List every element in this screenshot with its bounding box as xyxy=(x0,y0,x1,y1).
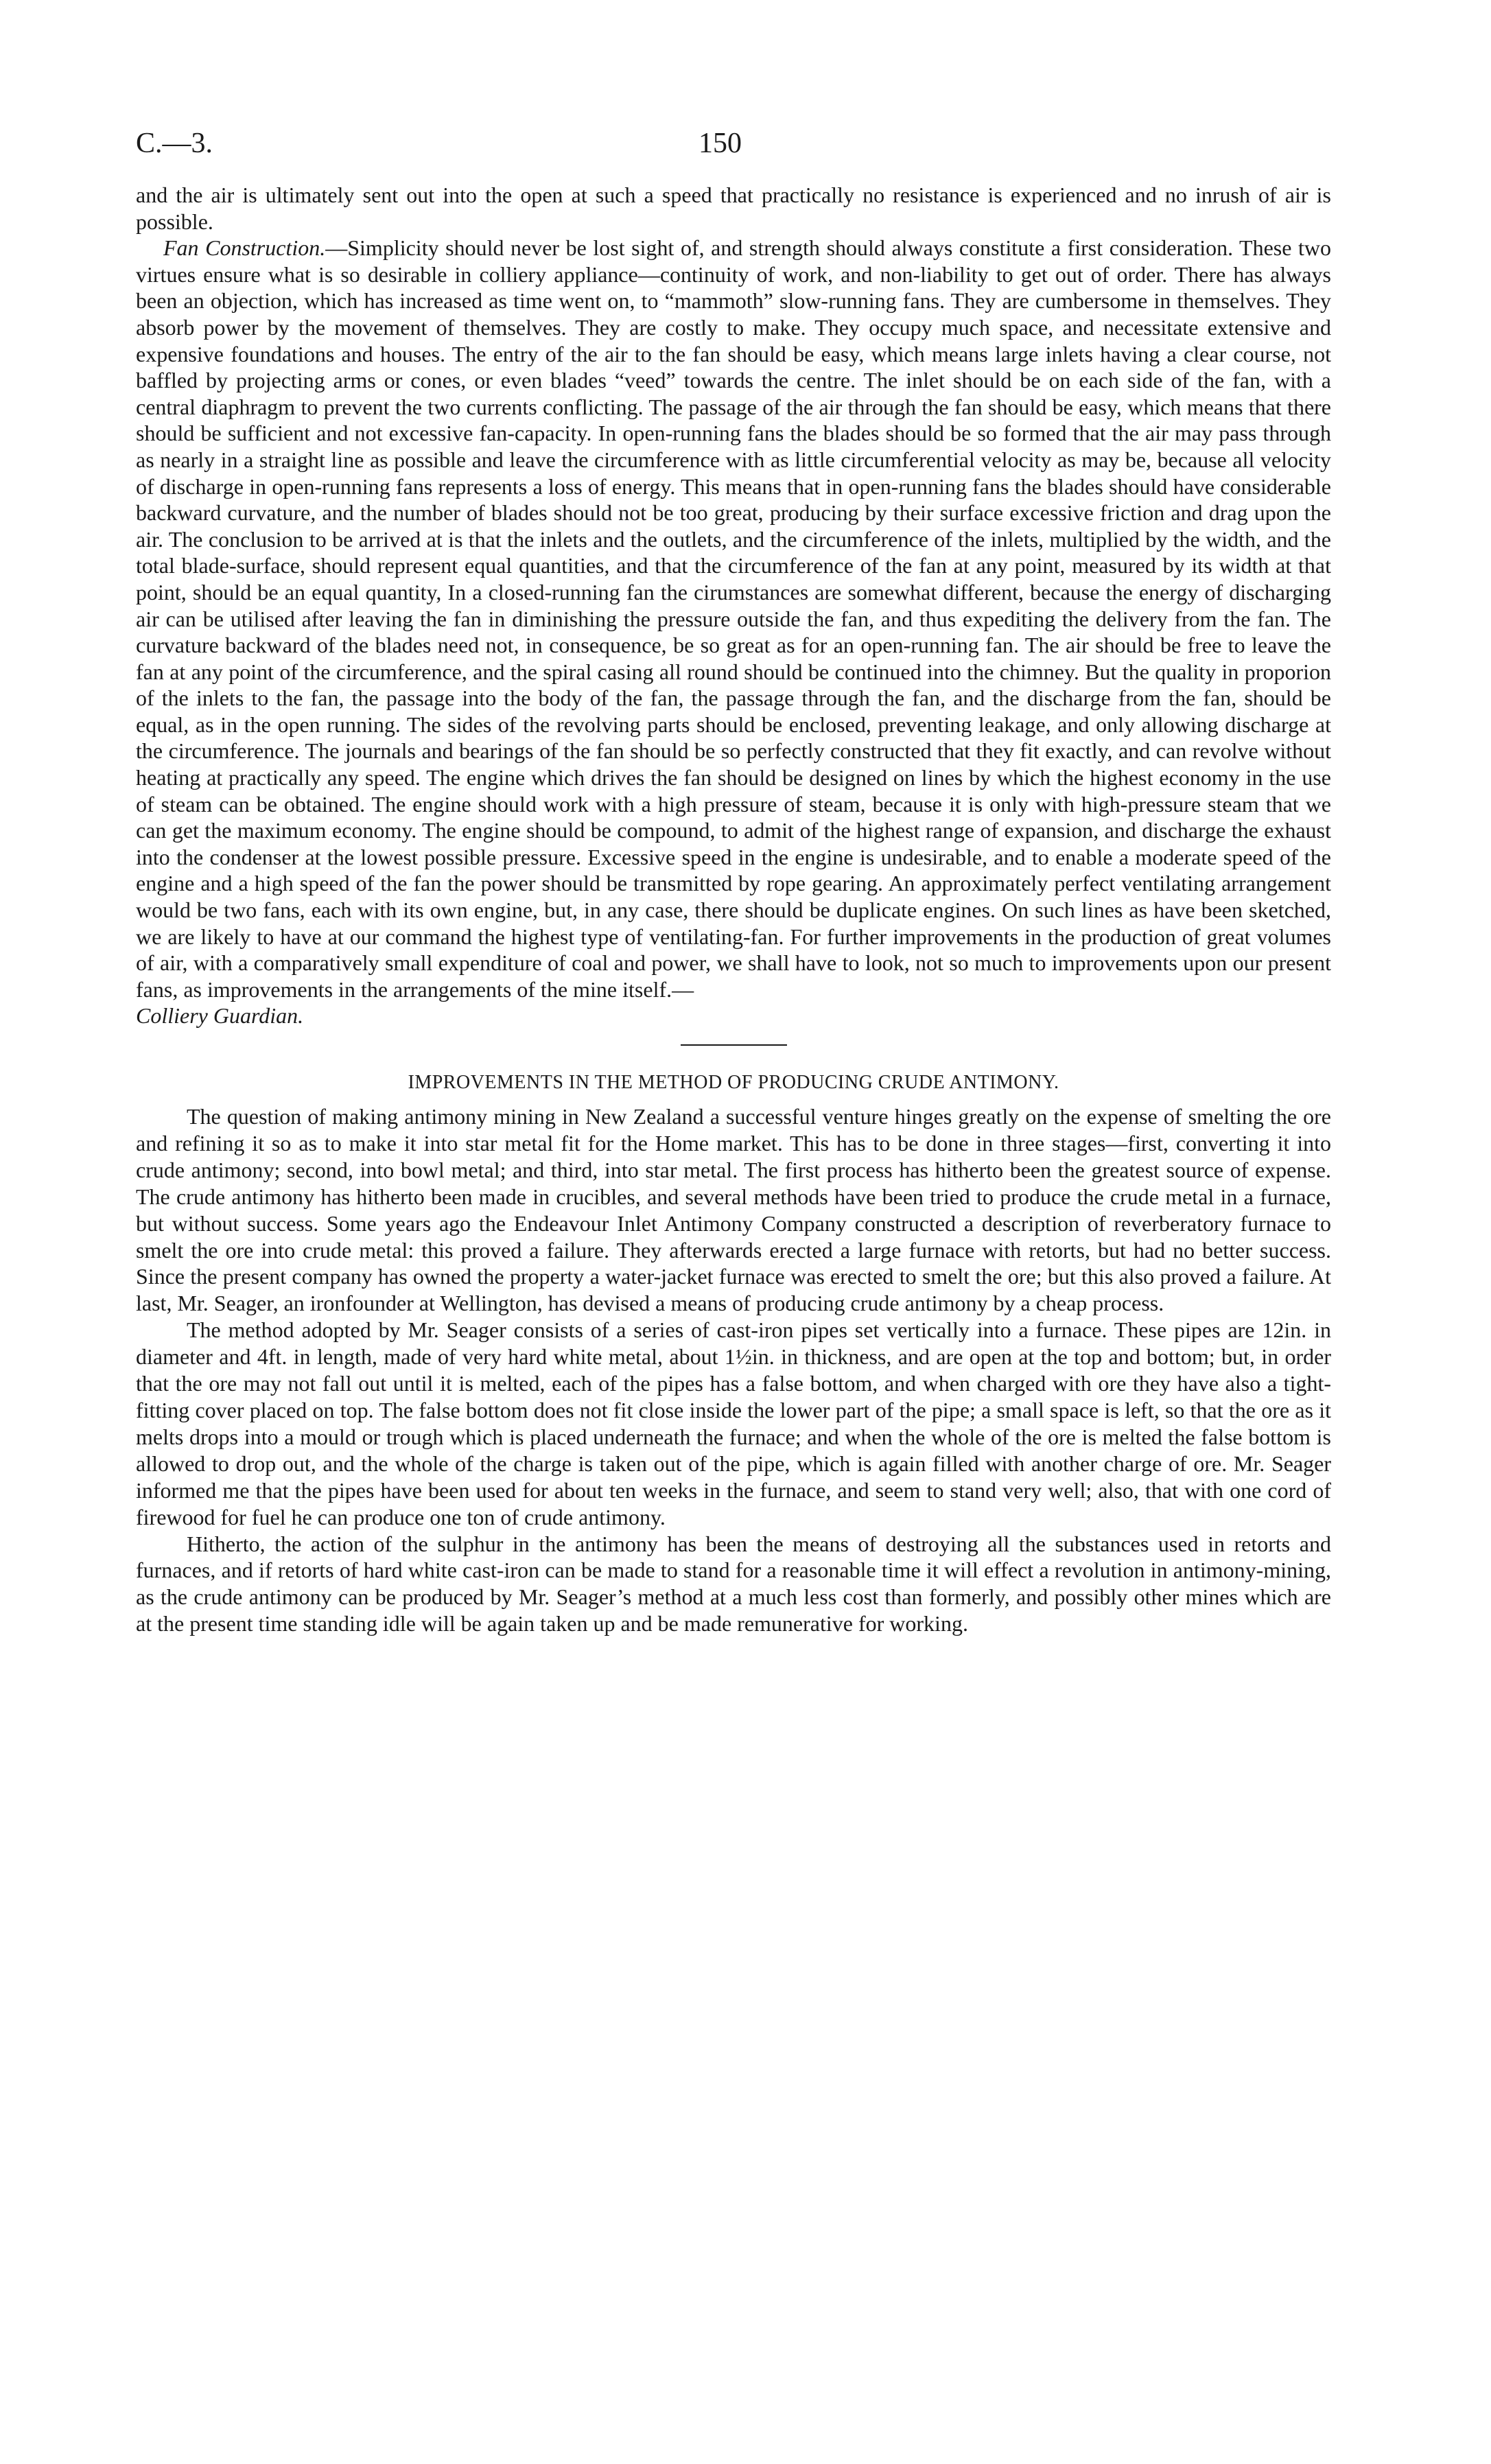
fan-construction-heading: Fan Construction. xyxy=(163,235,326,261)
article-title: IMPROVEMENTS IN THE METHOD OF PRODUCING CRUDE ANTIMONY. xyxy=(408,1072,1059,1093)
fan-article xyxy=(136,182,1331,1029)
antimony-paragraph: The question of making antimony mining in New Zealand a successful venture hinges greatly on the expense of smelting the ore and refining it so as to make it into star metal fit for the Home market. This has to be done in three stages—first, converting it into crude antimony; second, into bowl metal; and third, into star metal. The first process has hitherto been the greatest source of expense. The crude antimony has hitherto been made in crucibles, and several methods have been tried to produce the crude metal in a furnace, but without success. Some years ago the Endeavour Inlet Antimony Company constructed a description of reverberatory furnace to smelt the ore into crude metal: this proved a failure. They afterwards erected a large furnace with retorts, but had no better success. Since the present company has owned the property a water-jacket furnace was erected to smelt the ore; but this also proved a failure. At last, Mr. Seager, an ironfounder at Wellington, has devised a means of producing crude antimony by a cheap process. xyxy=(136,1104,1331,1316)
document-page xyxy=(136,127,1331,1637)
antimony-paragraph: The method adopted by Mr. Seager consists of a series of cast-iron pipes set vertically into a furnace. These pipes are 12in. in diameter and 4ft. in length, made of very hard white metal, about 1½in. in thickness, and are open at the top and bottom; but, in order that the ore may not fall out until it is melted, each of the pipes has a false bottom, and when charged with ore they have also a tight-fitting cover placed on top. The false bottom does not fit close inside the lower part of the pipe; a small space is left, so that the ore as it melts drops into a mould or trough which is placed underneath the furnace; and when the whole of the ore is melted the false bottom is allowed to drop out, and the whole of the charge is taken out of the pipe, which is again filled with another charge of ore. Mr. Seager informed me that the pipes have been used for about ten weeks in the furnace, and seem to stand very well; also, that with one cord of firewood for fuel he can produce one ton of crude antimony. xyxy=(136,1317,1331,1529)
antimony-article xyxy=(136,1072,1331,1637)
page-header xyxy=(136,127,1331,182)
page-number: 150 xyxy=(698,128,742,159)
fan-construction-paragraph xyxy=(136,235,1331,1029)
intro-paragraph: and the air is ultimately sent out into the open at such a speed that practically no resistance is experienced and no inrush of air is possible. xyxy=(136,183,1331,234)
fan-construction-body: —Simplicity should never be lost sight of, and strength should always constitute a first consideration. These two virtues ensure what is so desirable in colliery appliance—continuity of work, and non-liability to get out of order. There has always been an objection, which has increased as time went on, to “mammoth” slow-running fans. They are cumbersome in themselves. They absorb power by the movement of themselves. They are costly to make. They occupy much space, and necessitate extensive and expensive foundations and houses. The entry of the air to the fan should be easy, which means large inlets having a clear course, not baffled by projecting arms or cones, or even blades “veed” towards the centre. The inlet should be on each side of the fan, with a central diaphragm to prevent the two currents conflicting. The passage of the air through the fan should be easy, which means that there should be sufficient and not excessive fan-capacity. In open-running fans the blades should be so formed that the air may pass through as nearly in a straight line as possible and leave the circumference with as little circumferential velocity as may be, because all velocity of discharge in open-running fans represents a loss of energy. This means that in open-running fans the blades should have considerable backward curvature, and the number of blades should not be too great, producing by their surface excessive friction and drag upon the air. The conclusion to be arrived at is that the inlets and the outlets, and the circumference of the inlets, multiplied by the width, and the total blade-surface, should represent equal quantities, and that the circumference of the fan at any point, measured by its width at that point, should be an equal quantity, In a closed-running fan the cirumstances are somewhat different, because the energy of discharging air can be utilised after leaving the fan in diminishing the pressure outside the fan, and thus expediting the delivery from the fan. The curvature backward of the blades need not, in consequence, be so great as for an open-running fan. The air should be free to leave the fan at any point of the circumference, and the spiral casing all round should be continued into the chimney. But the quality in proporion of the inlets to the fan, the passage into the body of the fan, the passage through the fan, and the discharge from the fan, should be equal, as in the open running. The sides of the revolving parts should be enclosed, preventing leakage, and only allowing discharge at the circumference. The journals and bearings of the fan should be so perfectly constructed that they fit exactly, and can revolve without heating at practically any speed. The engine which drives the fan should be designed on lines by which the highest economy in the use of steam can be obtained. The engine should work with a high pressure of steam, because it is only with high-pressure steam that we can get the maximum economy. The engine should be compound, to admit of the highest range of expansion, and discharge the exhaust into the condenser at the lowest possible pressure. Excessive speed in the engine is undesirable, and to enable a moderate speed of the engine and a high speed of the fan the power should be transmitted by rope gearing. An approximately perfect ventilating arrangement would be two fans, each with its own engine, but, in any case, there should be duplicate engines. On such lines as have been sketched, we are likely to have at our command the highest type of ventilating-fan. For further improvements in the production of great volumes of air, with a comparatively small expenditure of coal and power, we shall have to look, not so much to improvements upon our present fans, as improvements in the arrangements of the mine itself.— xyxy=(136,235,1332,1002)
document-reference: C.—3. xyxy=(136,128,213,159)
section-divider xyxy=(681,1044,787,1046)
source-citation: Colliery Guardian. xyxy=(136,1003,304,1029)
antimony-paragraph: Hitherto, the action of the sulphur in the antimony has been the means of destroying all the substances used in retorts and furnaces, and if retorts of hard white cast-iron can be made to stand for a reasonable time it will effect a revolution in antimony-mining, as the crude antimony can be produced by Mr. Seager’s method at a much less cost than formerly, and possibly other mines which are at the present time standing idle will be again taken up and be made remunerative for working. xyxy=(136,1531,1331,1636)
